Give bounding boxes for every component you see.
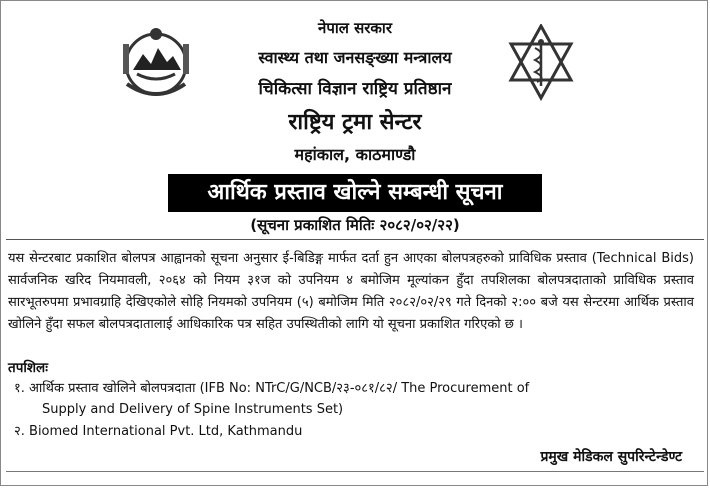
header-ministry: स्वास्थ्य तथा जनसङ्ख्या मन्त्रालय <box>258 48 452 67</box>
header-institute: चिकित्सा विज्ञान राष्ट्रिय प्रतिष्ठान <box>258 79 452 99</box>
header-government: नेपाल सरकार <box>318 19 392 37</box>
notice-title-banner: आर्थिक प्रस्ताव खोल्ने सम्बन्धी सूचना <box>168 174 542 212</box>
list-item <box>14 421 686 442</box>
list-item-line: Supply and Delivery of Spine Instruments Set) <box>42 402 344 417</box>
notice-body: यस सेन्टरबाट प्रकाशित बोलपत्र आह्वानको सूचना अनुसार ई-बिडिङ्ग मार्फत दर्ता हुन आएका बोलपत्रहरुको प्राविधिक प्रस्ताव (Technical Bids) सार्वजनिक खरिद नियमावली, २०६४ को नियम ३१ज को उपनियम ४ बमोजिम मूल्यांकन हुँदा तपशिलका बोलपत्रदाताको प्राविधिक प्रस्ताव सारभूतरुपमा प्रभावग्राहि देखिएकोले सोहि नियमको उपनियम (५) बमोजिम मिति २०८२/०२/२९ गते दिनको २:०० बजे यस सेन्टरमा आर्थिक प्रस्ताव खोलिने हुँदा सफल बोलपत्रदातालाई आधिकारिक पत्र सहित उपस्थितीको लागि यो सूचना प्रकाशित गरिएको छ । <box>8 251 694 332</box>
publication-date: (सूचना प्रकाशित मितिः २०८२/०२/२२) <box>250 216 460 234</box>
bottom-divider <box>6 471 704 472</box>
list-item-line: १. आर्थिक प्रस्ताव खोलिने बोलपत्रदाता (IFB No: NTrC/G/NCB/२३-०८१/८२/ The Procurement of <box>14 381 530 396</box>
list-item-line: २. Biomed International Pvt. Ltd, Kathmandu <box>14 424 303 439</box>
divider <box>6 239 704 240</box>
details-label: तपशिलः <box>8 360 48 376</box>
signature-title: प्रमुख मेडिकल सुपरिन्टेन्डेण्ट <box>540 449 682 465</box>
list-item <box>14 378 686 420</box>
header-location: महांकाल, काठमाण्डौ <box>294 145 416 164</box>
header-center: राष्ट्रिय ट्रमा सेन्टर <box>288 110 422 135</box>
